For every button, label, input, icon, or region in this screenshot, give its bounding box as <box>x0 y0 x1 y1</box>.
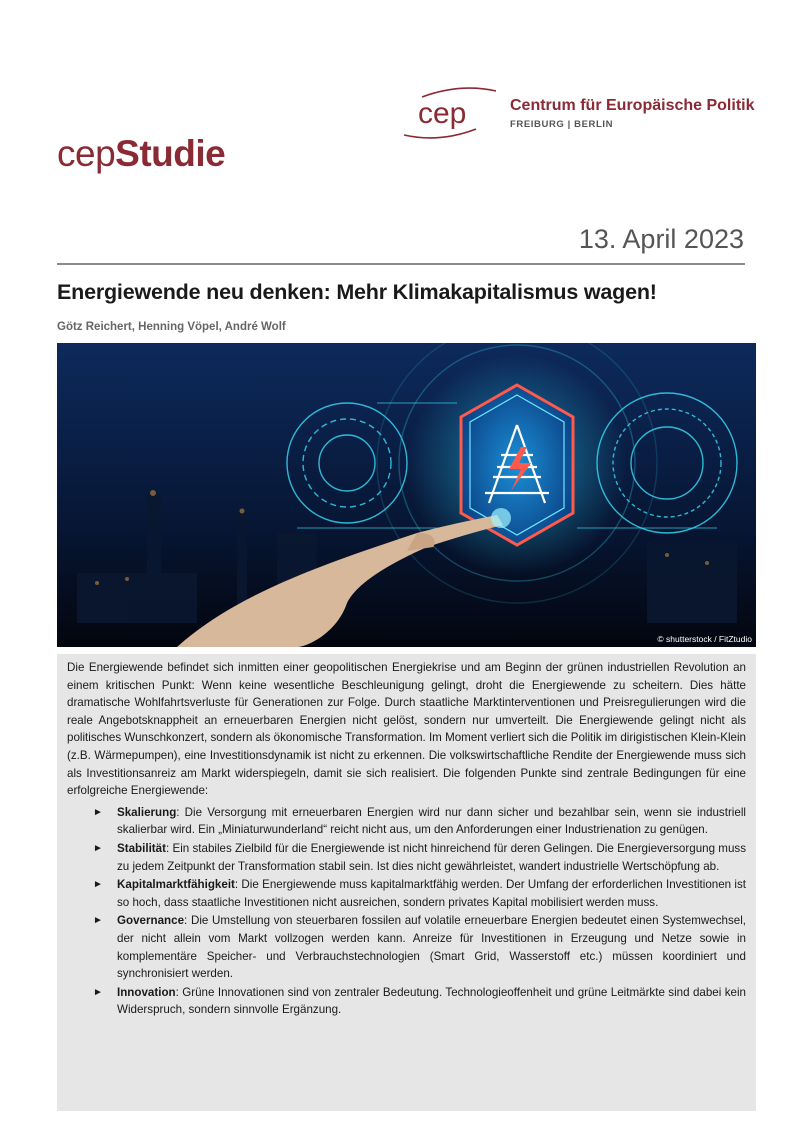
series-name: Studie <box>115 133 226 174</box>
abstract-intro: Die Energiewende befindet sich inmitten einer geopolitischen Energiekrise und am Beginn der grünen industriellen Revolution an einem kritischen Punkt: Wenn keine wesentliche Beschleunigung gelingt, droht die Energiewende zu scheitern. Dies hätte dramatische Wohlfahrtsverluste für Generationen zur Folge. Durch staatliche Marktinterventionen und Preisregulierungen wird die reale Angebotsknappheit an erneuerbaren Energien nicht gelöst, sondern nur umverteilt. Die Energiewende gelingt nicht als politisches Wunschkonzert, sondern als ökonomische Transformation. Im Moment verliert sich die Politik im dirigistischen Klein-Klein (z.B. Wärmepumpen), eine Investitionsdynamik ist nicht zu erkennen. Die volkswirtschaftliche Rendite der Energiewende muss sich als Investitionsanreiz am Markt widerspiegeln, damit sie sich realisiert. Die folgenden Punkte sind zentrale Bedingungen für eine erfolgreiche Energiewende: <box>67 661 746 798</box>
bullet-arrow-icon: ► <box>93 915 103 927</box>
list-item <box>93 912 746 982</box>
abstract-panel <box>57 654 756 1111</box>
list-item-term: Innovation <box>117 985 176 999</box>
list-item-text: : Die Versorgung mit erneuerbaren Energien wird nur dann sicher und bezahlbar sein, wenn sie industriell skalierbar wird. Ein „Miniaturwunderland“ reicht nicht aus, um den Anforderungen einer Industrienation zu genügen. <box>117 805 746 837</box>
bullet-arrow-icon: ► <box>93 806 103 818</box>
org-cities: FREIBURG | BERLIN <box>510 119 614 130</box>
list-item <box>93 804 746 839</box>
publication-date: 13. April 2023 <box>578 224 744 254</box>
header-divider <box>57 263 745 265</box>
hero-illustration <box>57 343 756 647</box>
hero-image <box>57 343 756 647</box>
list-item-term: Stabilität <box>117 841 166 855</box>
list-item <box>93 984 746 1019</box>
series-title <box>57 133 225 175</box>
conditions-list <box>67 804 746 1019</box>
logo-mark-text: cep <box>418 97 467 130</box>
list-item-term: Skalierung <box>117 805 177 819</box>
bullet-arrow-icon: ► <box>93 842 103 854</box>
list-item <box>93 840 746 875</box>
series-prefix: cep <box>57 133 116 174</box>
list-item-text: : Die Umstellung von steuerbaren fossilen auf volatile erneuerbare Energien bedeutet einen Systemwechsel, der nicht allein vom Markt vollzogen werden kann. Anreize für Investitionen in Erzeugung und Netze sowie in komplementäre Speicher- und Verbrauchstechnologien (Smart Grid, Wasserstoff etc.) müssen koordiniert und synchronisiert werden. <box>117 914 746 981</box>
list-item-text: : Ein stabiles Zielbild für die Energiewende ist nicht hinreichend für deren Gelingen. Die Energieversorgung muss zu jedem Zeitpunkt der Transformation stabil sein. Ist dies nicht gewährleistet, wandert industrielle Wertschöpfung ab. <box>117 841 746 873</box>
list-item-text: : Die Energiewende muss kapitalmarktfähig werden. Der Umfang der erforderlichen Investitionen ist so hoch, dass staatliche Investitionen nicht ausreichen, sondern privates Kapital mobilisiert werden muss. <box>117 878 746 909</box>
bullet-arrow-icon: ► <box>93 986 103 998</box>
cep-logo-mark <box>400 85 500 141</box>
cep-logo <box>400 85 760 145</box>
list-item-term: Kapitalmarktfähigkeit <box>117 878 235 892</box>
org-name: Centrum für Europäische Politik <box>510 97 755 114</box>
bullet-arrow-icon: ► <box>93 879 103 891</box>
list-item-term: Governance <box>117 914 185 928</box>
image-credit: © shutterstock / FitZtudio <box>657 634 752 644</box>
article-title: Energiewende neu denken: Mehr Klimakapitalismus wagen! <box>57 280 657 304</box>
list-item-text: : Grüne Innovationen sind von zentraler Bedeutung. Technologieoffenheit und grüne Leitmärkte sind dabei kein Widerspruch, sondern sinnvolle Ergänzung. <box>117 985 746 1017</box>
article-authors: Götz Reichert, Henning Vöpel, André Wolf <box>57 321 286 333</box>
list-item <box>93 876 746 911</box>
